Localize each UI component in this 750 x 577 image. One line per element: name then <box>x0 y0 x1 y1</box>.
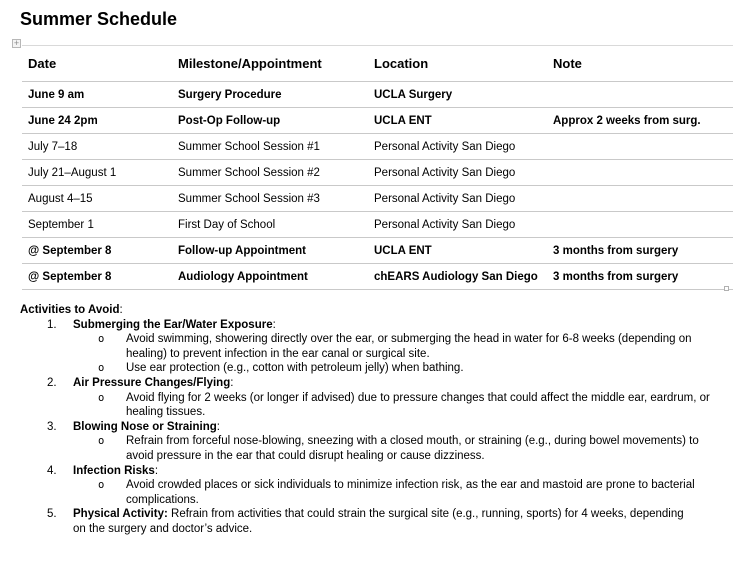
cell-location: UCLA ENT <box>374 238 553 264</box>
table-row <box>22 82 733 108</box>
cell-date: @ September 8 <box>22 238 178 264</box>
circle-bullet-marker: o <box>98 391 105 404</box>
activity-item <box>20 507 734 536</box>
cell-milestone: Summer School Session #3 <box>178 186 374 212</box>
cell-milestone: Post-Op Follow-up <box>178 108 374 134</box>
bullet-text: Use ear protection (e.g., cotton with petroleum jelly) when bathing. <box>126 362 464 375</box>
cell-location: Personal Activity San Diego <box>374 134 553 160</box>
cell-milestone: First Day of School <box>178 212 374 238</box>
activity-item-head <box>20 318 734 333</box>
activity-item <box>20 420 734 464</box>
activity-label-colon: : <box>230 376 234 389</box>
cell-date: June 9 am <box>22 82 178 108</box>
column-header-milestone: Milestone/Appointment <box>178 46 374 82</box>
table-row <box>22 264 733 290</box>
circle-bullet-marker: o <box>98 333 105 346</box>
activities-section <box>20 303 734 537</box>
circle-bullet-marker: o <box>98 479 105 492</box>
cell-milestone: Audiology Appointment <box>178 264 374 290</box>
list-number: 3. <box>47 420 57 433</box>
activity-item <box>20 464 734 508</box>
circle-bullet-marker: o <box>98 435 105 448</box>
activity-label: Blowing Nose or Straining <box>73 420 217 433</box>
cell-note: 3 months from surgery <box>553 264 733 290</box>
bullet-item <box>20 391 734 420</box>
cell-note: Approx 2 weeks from surg. <box>553 108 733 134</box>
bullet-text: Avoid crowded places or sick individuals to minimize infection risk, as the ear and mastoid are prone to bacterial complications. <box>126 479 695 506</box>
cell-note: 3 months from surgery <box>553 238 733 264</box>
activity-item <box>20 318 734 376</box>
activity-item-body <box>73 318 697 333</box>
activities-heading <box>20 303 734 318</box>
column-header-note: Note <box>553 46 733 82</box>
table-row <box>22 212 733 238</box>
activity-label: Submerging the Ear/Water Exposure <box>73 318 273 331</box>
cell-date: @ September 8 <box>22 264 178 290</box>
circle-bullet-marker: o <box>98 362 105 375</box>
bullet-text: Avoid swimming, showering directly over the ear, or submerging the head in water for 6-8 weeks (depending on healing) to prevent infection in the ear canal or surgical site. <box>126 333 692 360</box>
cell-note <box>553 212 733 238</box>
cell-milestone: Surgery Procedure <box>178 82 374 108</box>
cell-note <box>553 134 733 160</box>
activities-heading-label: Activities to Avoid <box>20 304 120 316</box>
list-number: 1. <box>47 318 57 331</box>
bullet-item <box>20 361 734 376</box>
activity-item-body <box>73 464 697 479</box>
bullet-item <box>20 434 734 463</box>
cell-date: June 24 2pm <box>22 108 178 134</box>
activity-label: Air Pressure Changes/Flying <box>73 376 231 389</box>
page-title: Summer Schedule <box>20 9 178 29</box>
cell-location: chEARS Audiology San Diego <box>374 264 553 290</box>
table-resize-handle[interactable] <box>724 286 729 291</box>
cell-note <box>553 82 733 108</box>
activity-label-colon: : <box>154 464 159 477</box>
cell-date: July 7–18 <box>22 134 178 160</box>
schedule-table <box>22 45 733 290</box>
activity-item-head <box>20 420 734 435</box>
activities-list <box>20 318 734 537</box>
cell-location: Personal Activity San Diego <box>374 186 553 212</box>
bullet-text: Refrain from forceful nose-blowing, sneezing with a closed mouth, or straining (e.g., during bowel movements) to avoid pressure in the ear that could disrupt healing or cause dizziness. <box>126 435 699 462</box>
table-move-handle-plus-icon[interactable]: + <box>13 38 20 48</box>
list-number: 5. <box>47 508 57 521</box>
column-header-location: Location <box>374 46 553 82</box>
activity-item-head <box>20 464 734 479</box>
cell-date: July 21–August 1 <box>22 160 178 186</box>
table-row <box>22 160 733 186</box>
bullet-text: Avoid flying for 2 weeks (or longer if advised) due to pressure changes that could affect the middle ear, eardrum, or healing tissues. <box>126 391 710 419</box>
cell-location: UCLA ENT <box>374 108 553 134</box>
bullet-item <box>20 478 734 507</box>
cell-date: September 1 <box>22 212 178 238</box>
table-header-row <box>22 46 733 82</box>
schedule-table-container <box>22 45 733 290</box>
activity-item-body <box>73 420 697 435</box>
activity-label: Physical Activity: <box>73 508 168 521</box>
table-row <box>22 186 733 212</box>
table-row <box>22 108 733 134</box>
activity-label: Infection Risks <box>73 464 155 477</box>
cell-milestone: Summer School Session #1 <box>178 134 374 160</box>
cell-location: Personal Activity San Diego <box>374 212 553 238</box>
cell-note <box>553 160 733 186</box>
cell-location: Personal Activity San Diego <box>374 160 553 186</box>
activity-item-head <box>20 376 734 391</box>
activity-item <box>20 376 734 420</box>
activity-label-colon: : <box>216 420 220 433</box>
cell-date: August 4–15 <box>22 186 178 212</box>
column-header-date: Date <box>22 46 178 82</box>
activity-item-body <box>73 376 697 391</box>
cell-note <box>553 186 733 212</box>
activities-heading-colon: : <box>119 304 123 316</box>
cell-milestone: Summer School Session #2 <box>178 160 374 186</box>
activity-text: Refrain from activities that could strain the surgical site (e.g., running, sports) for 4 weeks, depending on the surgery and doctor’s advice. <box>73 508 684 535</box>
activity-item-body <box>73 507 697 536</box>
list-number: 4. <box>47 464 57 477</box>
table-row <box>22 134 733 160</box>
cell-location: UCLA Surgery <box>374 82 553 108</box>
table-body <box>22 82 733 290</box>
bullet-item <box>20 332 734 361</box>
activity-label-colon: : <box>272 318 276 331</box>
table-row <box>22 238 733 264</box>
activity-item-head <box>20 507 734 536</box>
cell-milestone: Follow-up Appointment <box>178 238 374 264</box>
list-number: 2. <box>47 376 57 389</box>
